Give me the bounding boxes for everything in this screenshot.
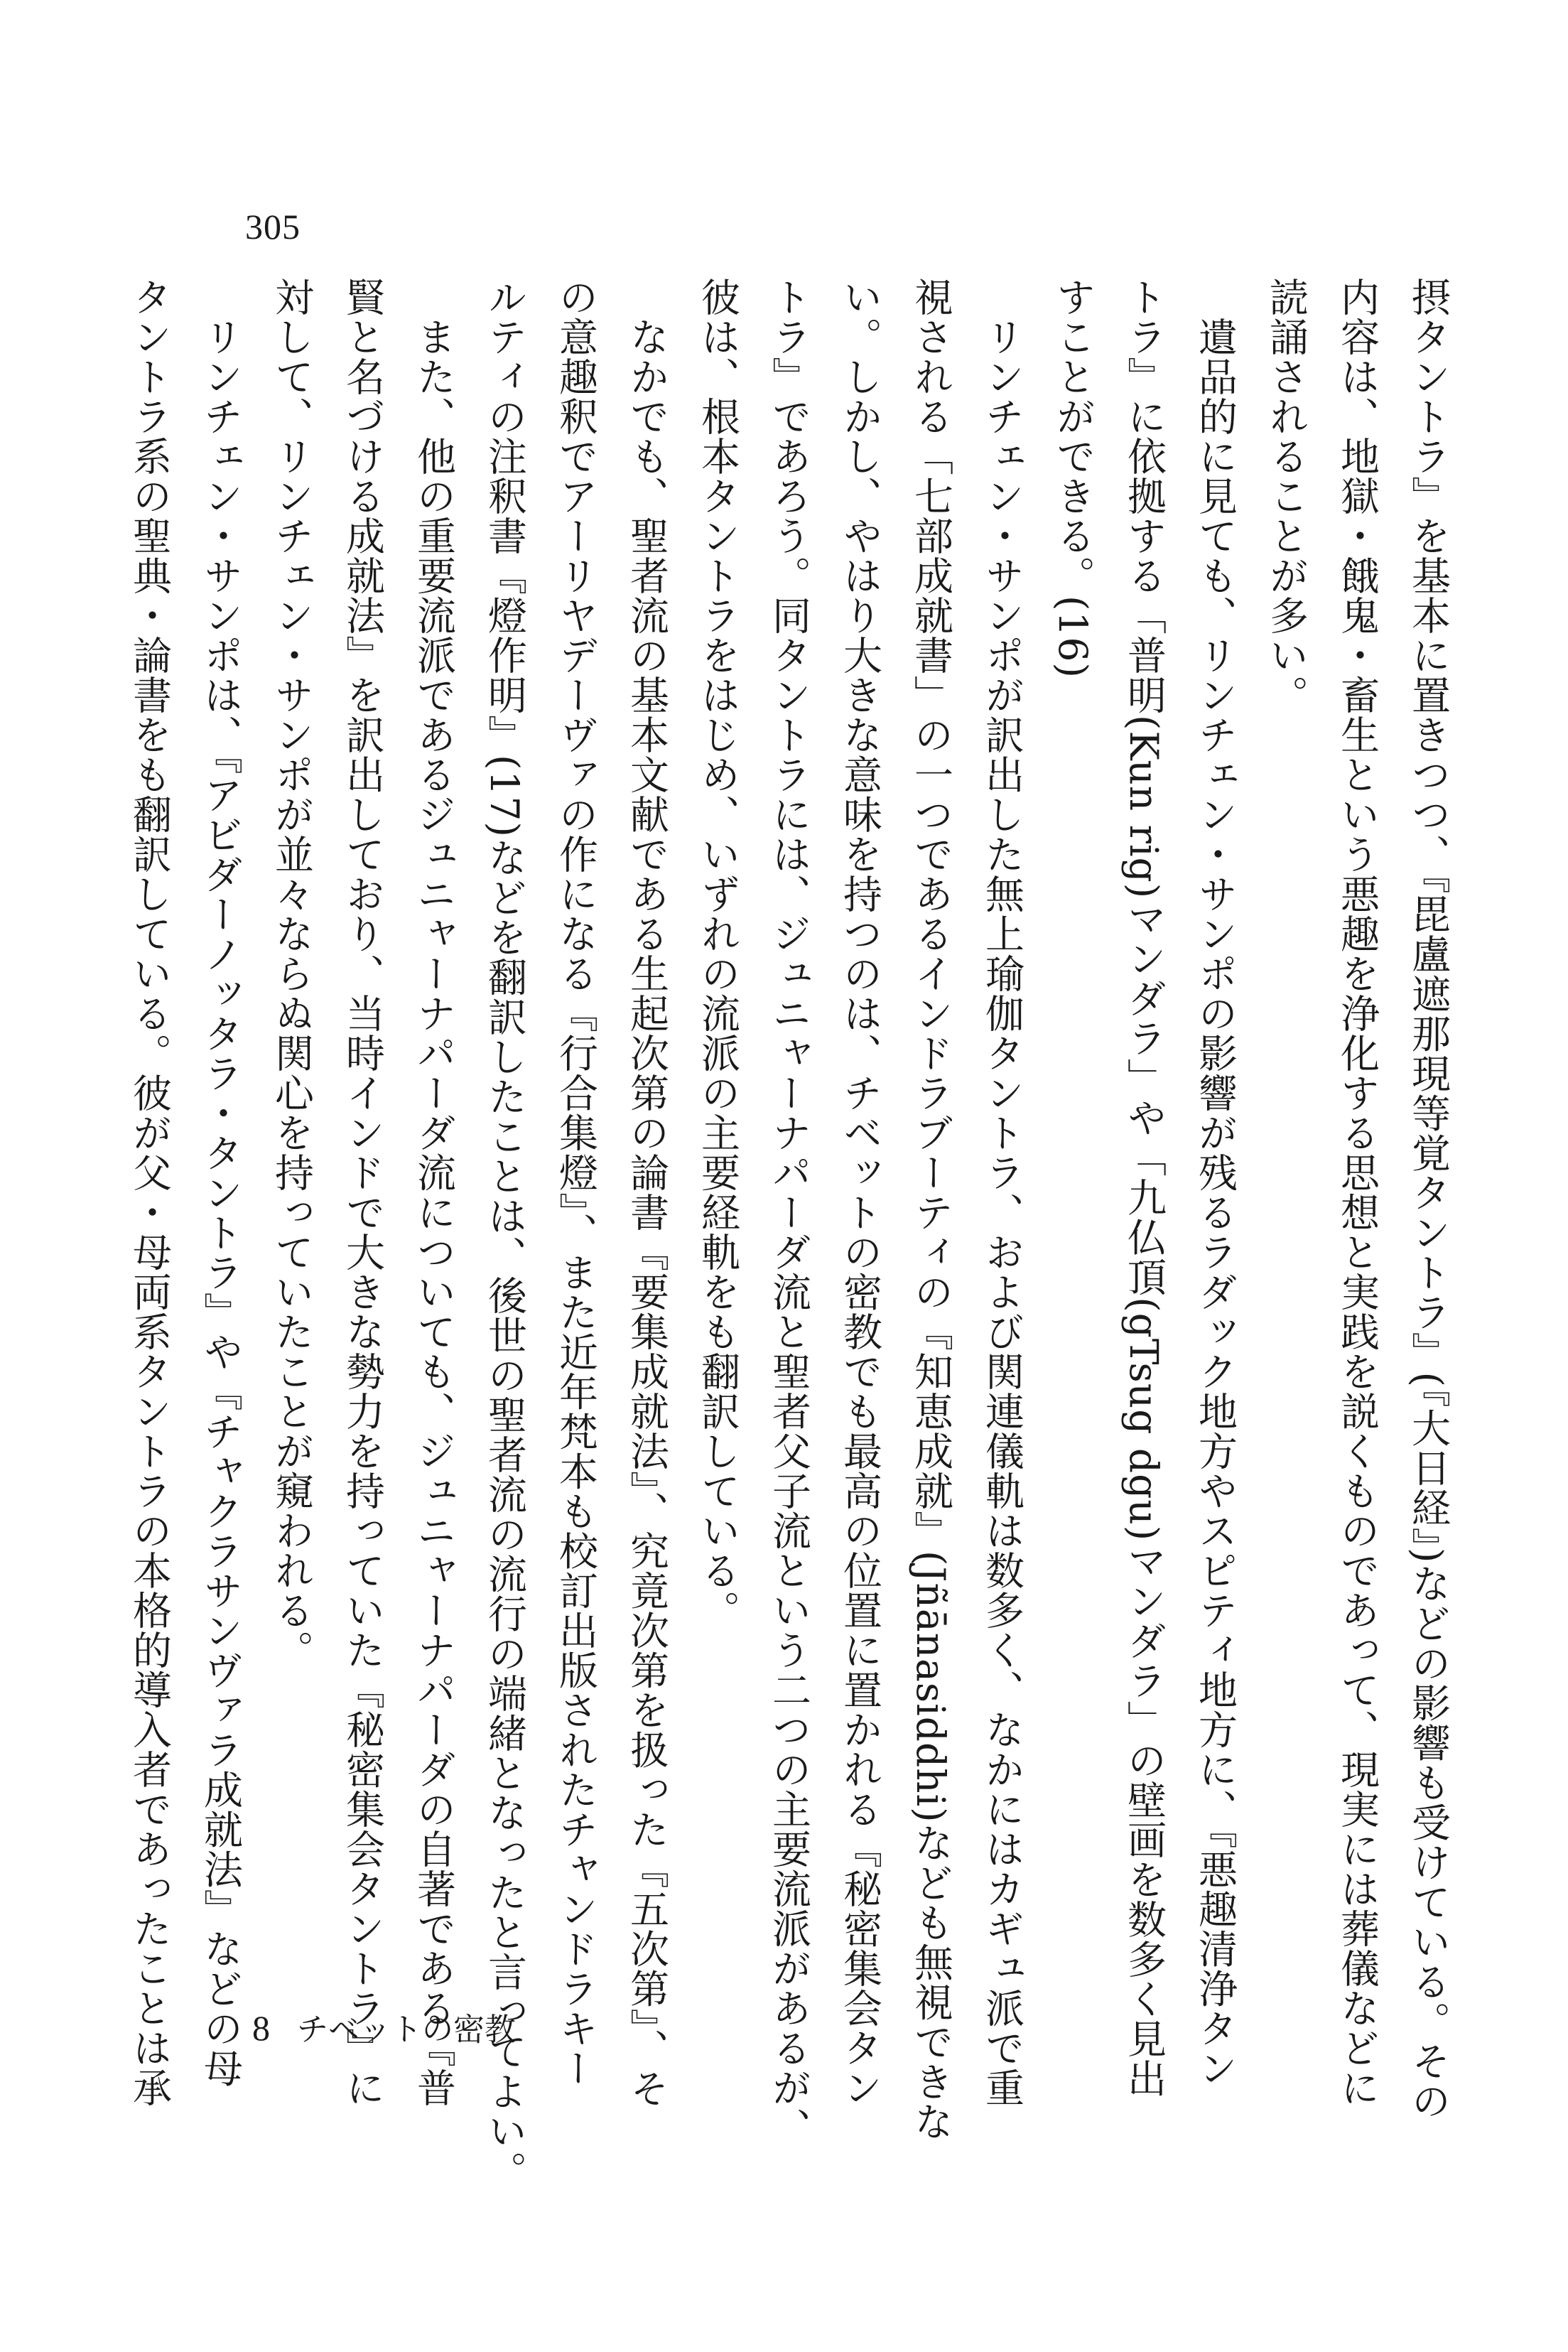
- chapter-number: 8: [252, 2008, 270, 2048]
- chapter-title: チベットの密教: [297, 2012, 516, 2048]
- text-column: 内容は、地獄・餓鬼・畜生という悪趣を浄化する思想と実践を説くものであって、現実には葬儀などに: [1334, 277, 1380, 2108]
- body-text: [126, 277, 1464, 2191]
- text-column: トラ』であろう。同タントラには、ジュニャーナパーダ流と聖者父子流という二つの主要流派があるが、: [766, 277, 811, 2147]
- text-column: 読誦されることが多い。: [1263, 277, 1309, 715]
- text-column: 摂タントラ』を基本に置きつつ、『毘盧遮那現等覚タントラ』(『大日経』)などの影響も受けている。その: [1405, 277, 1451, 2121]
- text-column: の意趣釈でアーリヤデーヴァの作になる『行合集燈』、また近年梵本も校訂出版されたチャンドラキー: [553, 277, 598, 2088]
- text-column: ルティの注釈書『燈作明』(17)などを翻訳したことは、後世の聖者流の流行の端緒となったと言ってよい。: [482, 277, 527, 2191]
- text-column: また、他の重要流派であるジュニャーナパーダ流についても、ジュニャーナパーダの自著である『普: [411, 277, 456, 2108]
- text-column: い。しかし、やはり大きな意味を持つのは、チベットの密教でも最高の位置に置かれる『秘密集会タン: [837, 277, 882, 2108]
- text-column: 賢と名づける成就法』を訳出しており、当時インドで大きな勢力を持っていた『秘密集会タントラ』に: [340, 277, 385, 2108]
- text-column: トラ』に依拠する「普明(Kun rig)マンダラ」や「九仏頂(gTsug dgu)マンダラ」の壁画を数多く見出: [1121, 277, 1167, 2099]
- text-column: 遺品的に見ても、リンチェン・サンポの影響が残るラダック地方やスピティ地方に、『悪趣清浄タン: [1192, 277, 1238, 2088]
- text-column: リンチェン・サンポは、『アビダーノッタラ・タントラ』や『チャクラサンヴァラ成就法』などの母: [198, 277, 243, 2088]
- text-column: リンチェン・サンポが訳出した無上瑜伽タントラ、および関連儀軌は数多く、なかにはカギュ派で重: [979, 277, 1024, 2108]
- page-number: 305: [245, 207, 301, 247]
- text-column: 視される「七部成就書」の一つであるインドラブーティの『知恵成就』(Jñānasiddhi)なども無視できな: [908, 277, 953, 2142]
- text-column: すことができる。(16): [1050, 277, 1096, 679]
- text-column: なかでも、聖者流の基本文献である生起次第の論書『要集成就法』、究竟次第を扱った『五次第』、そ: [624, 277, 669, 2108]
- text-column: タントラ系の聖典・論書をも翻訳している。彼が父・母両系タントラの本格的導入者であったことは承: [126, 277, 172, 2108]
- running-footer: [252, 2004, 516, 2049]
- text-column: 彼は、根本タントラをはじめ、いずれの流派の主要経軌をも翻訳している。: [695, 277, 740, 1630]
- text-column: 対して、リンチェン・サンポが並々ならぬ関心を持っていたことが窺われる。: [269, 277, 314, 1670]
